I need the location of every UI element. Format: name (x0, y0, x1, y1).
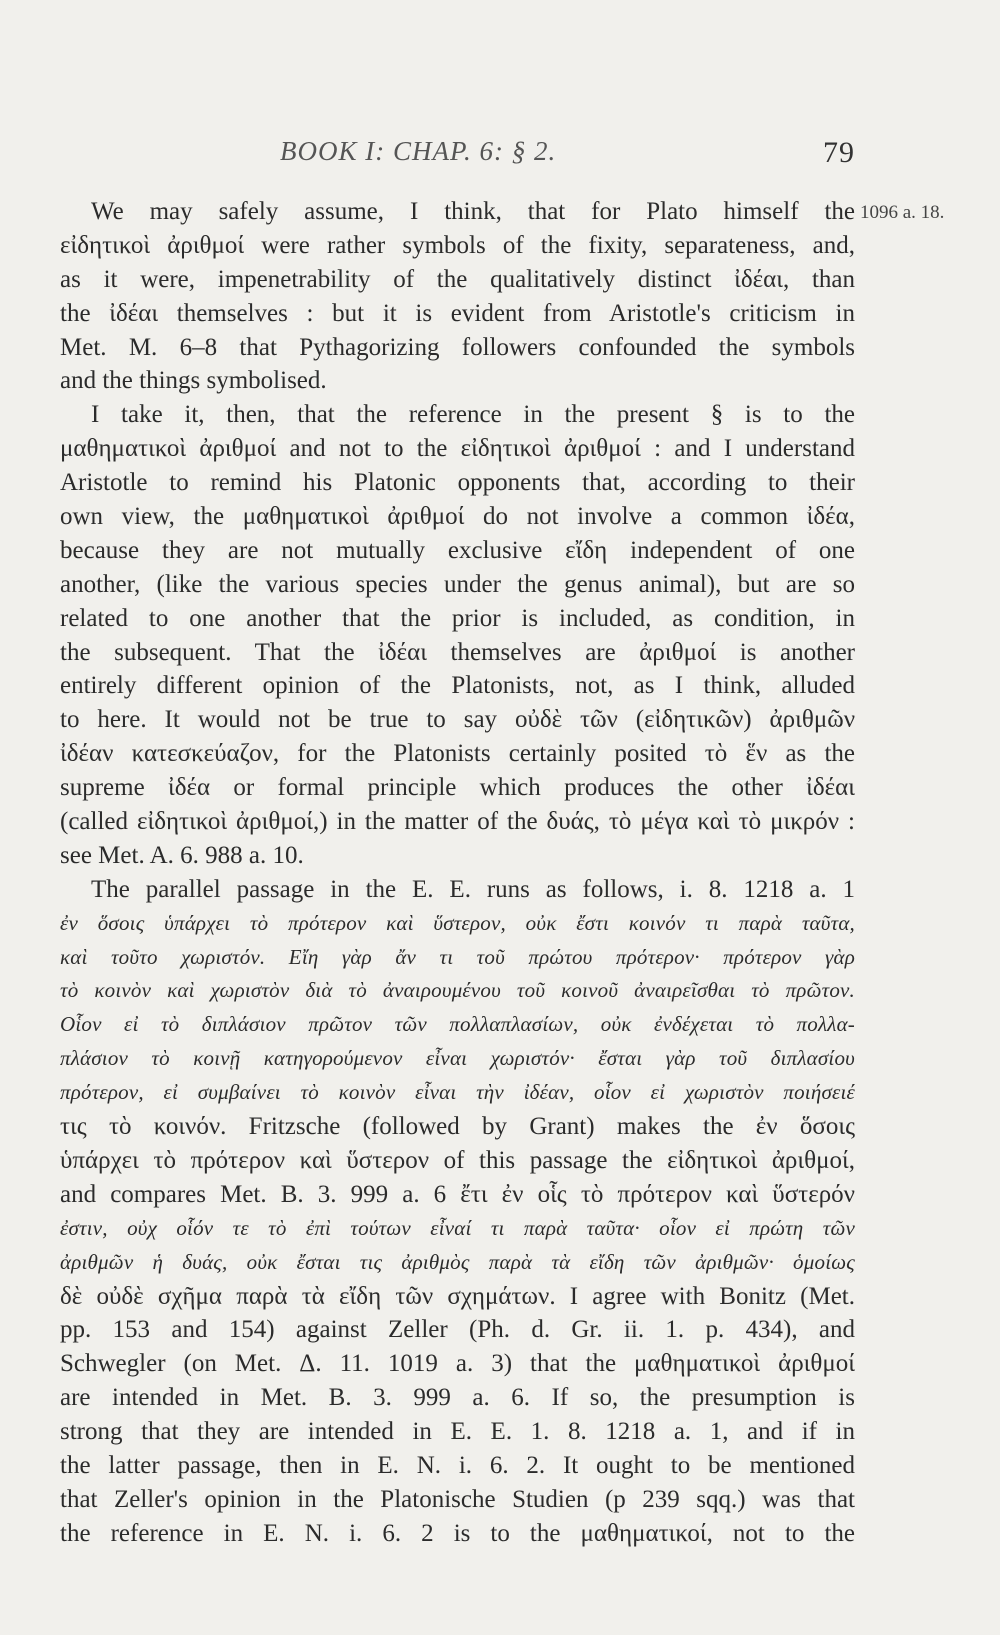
margin-reference: 1096 a. 18. (860, 202, 945, 223)
text-line: Schwegler (on Met. Δ. 11. 1019 a. 3) that the μαθηματικοὶ ἀριθμοί (60, 1350, 855, 1378)
page-number: 79 (823, 136, 855, 169)
text-line: πλάσιον τὸ κοινῇ κατηγορούμενον εἶναι χωριστόν· ἔσται γὰρ τοῦ διπλασίου (60, 1046, 855, 1071)
text-line: τις τὸ κοινόν. Fritzsche (followed by Grant) makes the ἐν ὅσοις (60, 1113, 855, 1141)
text-line: τὸ κοινὸν καὶ χωριστὸν διὰ τὸ ἀναιρουμένου τοῦ κοινοῦ ἀναιρεῖσθαι τὸ πρῶτον. (60, 978, 855, 1003)
text-line: Aristotle to remind his Platonic opponents that, according to their (60, 469, 855, 497)
text-line: ἐν ὅσοις ὑπάρχει τὸ πρότερον καὶ ὕστερον, οὐκ ἔστι κοινόν τι παρὰ ταῦτα, (60, 910, 855, 935)
text-line: I take it, then, that the reference in the present § is to the (91, 401, 855, 429)
text-line: because they are not mutually exclusive εἴδη independent of one (60, 536, 855, 564)
text-line: ἰδέαν κατεσκεύαζον, for the Platonists certainly posited τὸ ἕν as the (60, 740, 855, 768)
text-line: pp. 153 and 154) against Zeller (Ph. d. Gr. ii. 1. p. 434), and (60, 1316, 855, 1344)
text-line: καὶ τοῦτο χωριστόν. Εἴη γὰρ ἄν τι τοῦ πρώτου πρότερον· πρότερον γὰρ (60, 944, 855, 969)
text-line: the latter passage, then in E. N. i. 6. 2. It ought to be mentioned (60, 1451, 855, 1479)
text-line: own view, the μαθηματικοὶ ἀριθμοί do not involve a common ἰδέα, (60, 503, 855, 531)
text-line: to here. It would not be true to say οὐδὲ τῶν (εἰδητικῶν) ἀριθμῶν (60, 706, 855, 734)
text-line: supreme ἰδέα or formal principle which produces the other ἰδέαι (60, 774, 855, 802)
text-line: μαθηματικοὶ ἀριθμοί and not to the εἰδητικοὶ ἀριθμοί : and I understand (60, 435, 855, 463)
text-line: δὲ οὐδὲ σχῆμα παρὰ τὰ εἴδη τῶν σχημάτων. I agree with Bonitz (Met. (60, 1282, 855, 1310)
text-line: Οἷον εἰ τὸ διπλάσιον πρῶτον τῶν πολλαπλασίων, οὐκ ἐνδέχεται τὸ πολλα- (60, 1012, 855, 1037)
text-line: that Zeller's opinion in the Platonische Studien (p 239 sqq.) was that (60, 1485, 855, 1513)
text-line: ὑπάρχει τὸ πρότερον καὶ ὕστερον of this passage the εἰδητικοὶ ἀριθμοί, (60, 1146, 855, 1174)
text-line: Met. M. 6–8 that Pythagorizing followers confounded the symbols (60, 333, 855, 361)
text-line: entirely different opinion of the Platonists, not, as I think, alluded (60, 672, 855, 700)
text-line: see Met. A. 6. 988 a. 10. (60, 841, 304, 869)
text-line: We may safely assume, I think, that for Plato himself the (91, 198, 855, 225)
text-line: ἀριθμῶν ἡ δυάς, οὐκ ἔσται τις ἀριθμὸς παρὰ τὰ εἴδη τῶν ἀριθμῶν· ὁμοίως (60, 1249, 855, 1274)
text-line: The parallel passage in the E. E. runs as follows, i. 8. 1218 a. 1 (91, 875, 855, 903)
body-text (60, 195, 855, 1551)
text-line: related to one another that the prior is included, as condition, in (60, 604, 855, 632)
text-line: (called εἰδητικοὶ ἀριθμοί,) in the matter of the δυάς, τὸ μέγα καὶ τὸ μικρόν : (60, 808, 855, 836)
text-line: ἐστιν, οὐχ οἷόν τε τὸ ἐπὶ τούτων εἶναί τι παρὰ ταῦτα· οἷον εἰ πρώτη τῶν (60, 1215, 855, 1240)
text-line: the reference in E. N. i. 6. 2 is to the μαθηματικοί, not to the (60, 1519, 855, 1547)
running-header (280, 136, 855, 167)
text-line: another, (like the various species under the genus animal), but are so (60, 570, 855, 598)
text-line: the subsequent. That the ἰδέαι themselves are ἀριθμοί is another (60, 638, 855, 666)
text-line: πρότερον, εἰ συμβαίνει τὸ κοινὸν εἶναι τὴν ἰδέαν, οἷον εἰ χωριστὸν ποιήσειέ (60, 1080, 855, 1105)
text-line: are intended in Met. B. 3. 999 a. 6. If so, the presumption is (60, 1384, 855, 1412)
text-line: and the things symbolised. (60, 367, 327, 395)
text-line: and compares Met. B. 3. 999 a. 6 ἔτι ἐν οἷς τὸ πρότερον καὶ ὕστερόν (60, 1180, 855, 1208)
text-line: the ἰδέαι themselves : but it is evident from Aristotle's criticism in (60, 299, 855, 327)
text-line: εἰδητικοὶ ἀριθμοί were rather symbols of the fixity, separateness, and, (60, 231, 855, 259)
text-line: strong that they are intended in E. E. 1. 8. 1218 a. 1, and if in (60, 1418, 855, 1446)
text-line: as it were, impenetrability of the qualitatively distinct ἰδέαι, than (60, 265, 855, 293)
chapter-title: BOOK I: CHAP. 6: § 2. (280, 136, 557, 166)
